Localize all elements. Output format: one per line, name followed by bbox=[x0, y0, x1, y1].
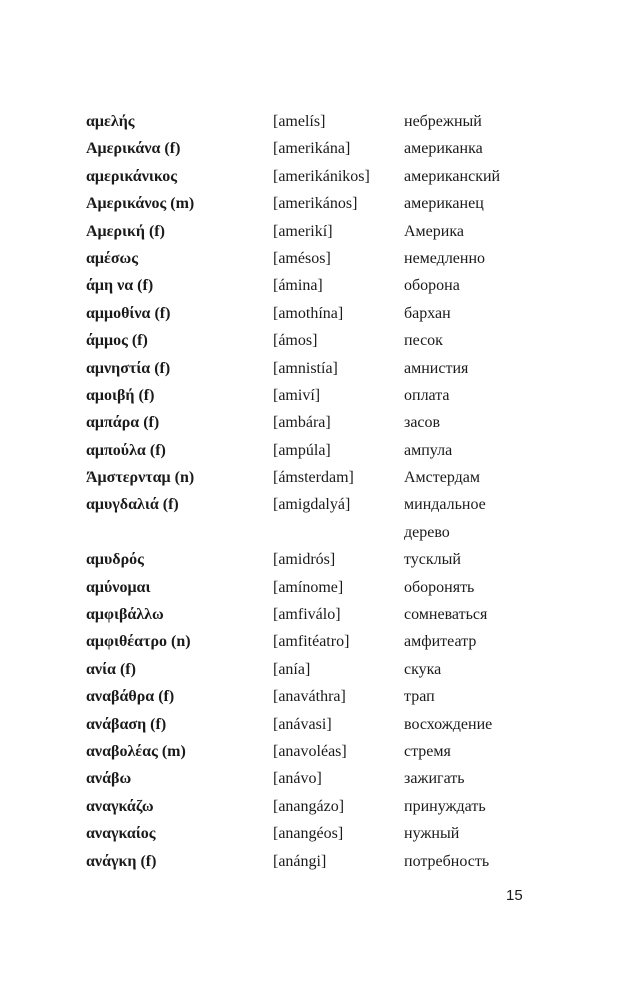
greek-word: αναγκάζω bbox=[86, 797, 154, 815]
transcription: [ anangázo ] bbox=[273, 793, 344, 820]
dictionary-entry bbox=[86, 300, 566, 327]
greek-word: αμπούλα (f) bbox=[86, 441, 166, 459]
transcription: [ anaváthra ] bbox=[273, 683, 346, 710]
greek-word: αμερικάνικος bbox=[86, 167, 177, 185]
russian-translation: потребность bbox=[404, 852, 490, 870]
greek-word: ανάβω bbox=[86, 770, 132, 788]
russian-translation: Амстердам bbox=[404, 469, 481, 487]
russian-translation: скука bbox=[404, 660, 442, 678]
dictionary-entry bbox=[86, 163, 566, 190]
russian-translation: зажигать bbox=[404, 770, 465, 788]
dictionary-entry bbox=[86, 491, 566, 546]
greek-word: αναγκαίος bbox=[86, 825, 156, 843]
russian-translation: ампула bbox=[404, 441, 453, 459]
russian-translation: амфитеатр bbox=[404, 633, 477, 651]
transcription: [ amésos ] bbox=[273, 245, 331, 272]
dictionary-entry bbox=[86, 601, 566, 628]
greek-word: αμύνομαι bbox=[86, 578, 151, 596]
russian-translation: американка bbox=[404, 140, 483, 158]
greek-word: αμνηστία (f) bbox=[86, 359, 171, 377]
greek-word: αμμοθίνα (f) bbox=[86, 304, 171, 322]
dictionary-entry bbox=[86, 738, 566, 765]
dictionary-entry bbox=[86, 135, 566, 162]
transcription: [ amerikána ] bbox=[273, 135, 350, 162]
russian-translation: немедленно bbox=[404, 249, 486, 267]
greek-word: αμυγδαλιά (f) bbox=[86, 496, 179, 514]
transcription: [ ampúla ] bbox=[273, 437, 331, 464]
dictionary-entry bbox=[86, 820, 566, 847]
transcription: [ ambára ] bbox=[273, 409, 331, 436]
dictionary-entry bbox=[86, 409, 566, 436]
dictionary-entry bbox=[86, 272, 566, 299]
russian-translation: засов bbox=[404, 414, 441, 432]
dictionary-entry bbox=[86, 656, 566, 683]
russian-translation: бархан bbox=[404, 304, 451, 322]
russian-translation: восхождение bbox=[404, 715, 493, 733]
transcription: [ amerikánikos ] bbox=[273, 163, 370, 190]
dictionary-entry bbox=[86, 190, 566, 217]
transcription: [ anángi ] bbox=[273, 848, 326, 875]
transcription: [ anávasi ] bbox=[273, 711, 332, 738]
russian-translation: оборона bbox=[404, 277, 460, 295]
greek-word: Αμερικάνος (m) bbox=[86, 195, 195, 213]
russian-translation: американский bbox=[404, 167, 501, 185]
russian-translation: амнистия bbox=[404, 359, 469, 377]
dictionary-entry bbox=[86, 382, 566, 409]
greek-word: Άμστερνταμ (n) bbox=[86, 469, 195, 487]
greek-word: ανάγκη (f) bbox=[86, 852, 157, 870]
greek-word: αμφιθέατρο (n) bbox=[86, 633, 191, 651]
russian-translation: песок bbox=[404, 332, 443, 350]
russian-translation: миндальное дерево bbox=[404, 496, 486, 541]
greek-word: άμμος (f) bbox=[86, 332, 148, 350]
transcription: [ amidrós ] bbox=[273, 546, 335, 573]
russian-translation: сомневаться bbox=[404, 606, 488, 624]
transcription: [ amelís ] bbox=[273, 108, 325, 135]
greek-word: αναβολέας (m) bbox=[86, 743, 186, 760]
dictionary-entry bbox=[86, 765, 566, 792]
russian-translation: небрежный bbox=[404, 113, 482, 130]
dictionary-entry bbox=[86, 464, 566, 491]
dictionary-entry bbox=[86, 848, 566, 875]
transcription: [ ámsterdam ] bbox=[273, 464, 354, 491]
transcription: [ anavoléas ] bbox=[273, 738, 347, 765]
dictionary-entry bbox=[86, 574, 566, 601]
transcription: [ amigdalyá ] bbox=[273, 491, 350, 518]
dictionary-entry bbox=[86, 218, 566, 245]
transcription: [ anávo ] bbox=[273, 765, 322, 792]
greek-word: άμη να (f) bbox=[86, 277, 154, 295]
greek-word: αμελής bbox=[86, 113, 135, 130]
dictionary-entry bbox=[86, 711, 566, 738]
russian-translation: трап bbox=[404, 688, 435, 706]
russian-translation: американец bbox=[404, 195, 484, 213]
transcription: [ amerikí ] bbox=[273, 218, 333, 245]
dictionary-entry bbox=[86, 683, 566, 710]
transcription: [ amerikános ] bbox=[273, 190, 357, 217]
greek-word: Αμερικάνα (f) bbox=[86, 140, 181, 158]
transcription: [ anía ] bbox=[273, 656, 310, 683]
dictionary-entry bbox=[86, 245, 566, 272]
transcription: [ anangéos ] bbox=[273, 820, 343, 847]
russian-translation: нужный bbox=[404, 825, 460, 843]
transcription: [ ámina ] bbox=[273, 272, 323, 299]
dictionary-entry bbox=[86, 355, 566, 382]
greek-word: αμυδρός bbox=[86, 551, 144, 569]
transcription: [ amnistía ] bbox=[273, 355, 338, 382]
transcription: [ ámos ] bbox=[273, 327, 317, 354]
dictionary-entries bbox=[86, 108, 566, 875]
greek-word: αναβάθρα (f) bbox=[86, 688, 175, 706]
transcription: [ amothína ] bbox=[273, 300, 343, 327]
greek-word: αμπάρα (f) bbox=[86, 414, 160, 432]
transcription: [ amiví ] bbox=[273, 382, 320, 409]
transcription: [ amfitéatro ] bbox=[273, 628, 349, 655]
russian-translation: принуждать bbox=[404, 797, 486, 815]
greek-word: Αμερική (f) bbox=[86, 222, 165, 240]
dictionary-entry bbox=[86, 108, 566, 135]
greek-word: αμφιβάλλω bbox=[86, 606, 164, 624]
greek-word: αμοιβή (f) bbox=[86, 386, 155, 404]
dictionary-entry bbox=[86, 327, 566, 354]
russian-translation: оплата bbox=[404, 386, 450, 404]
dictionary-entry bbox=[86, 437, 566, 464]
russian-translation: стремя bbox=[404, 743, 451, 760]
russian-translation: оборонять bbox=[404, 578, 475, 596]
russian-translation: тусклый bbox=[404, 551, 461, 569]
dictionary-entry bbox=[86, 546, 566, 573]
dictionary-entry bbox=[86, 628, 566, 655]
russian-translation: Америка bbox=[404, 222, 464, 240]
greek-word: ανάβαση (f) bbox=[86, 715, 167, 733]
greek-word: αμέσως bbox=[86, 249, 138, 267]
dictionary-entry bbox=[86, 793, 566, 820]
transcription: [ amínome ] bbox=[273, 574, 343, 601]
transcription: [ amfiválo ] bbox=[273, 601, 341, 628]
greek-word: ανία (f) bbox=[86, 660, 136, 678]
page-number: 15 bbox=[506, 887, 523, 904]
